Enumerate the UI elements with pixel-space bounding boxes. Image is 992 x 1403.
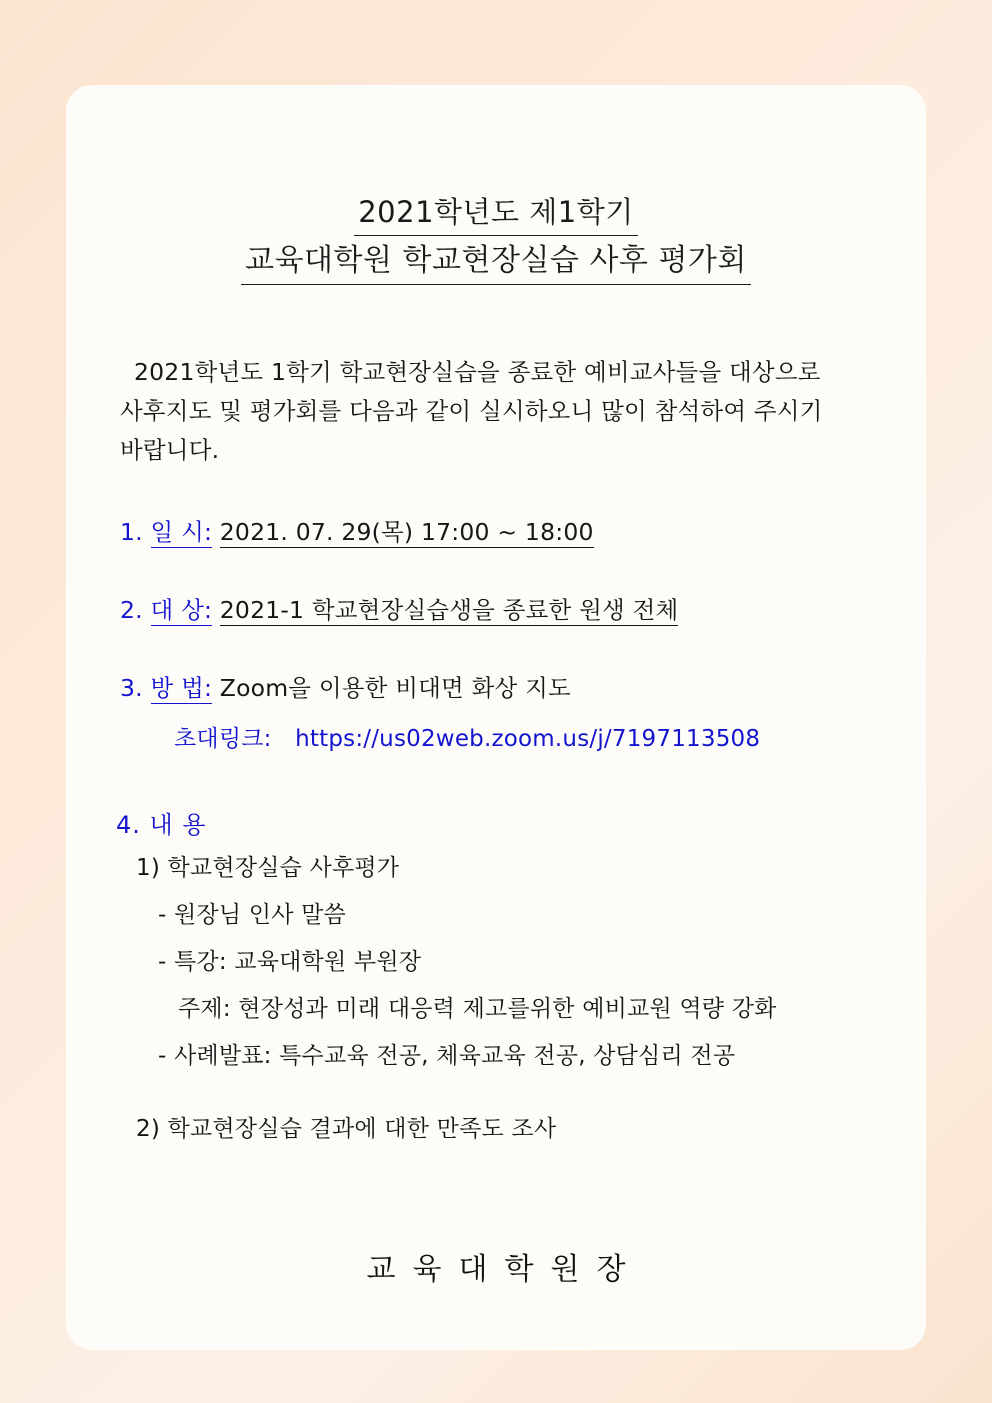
signature-line: 교육대학원장 bbox=[366, 1252, 643, 1287]
invite-link-row[interactable] bbox=[174, 720, 896, 753]
intro-line-3: 바랍니다. bbox=[120, 436, 220, 464]
section-4-heading: 4. 내 용 bbox=[116, 811, 207, 839]
section-4-item-2: - 원장님 인사 말씀 bbox=[158, 902, 346, 928]
item-label-2: 대 상: bbox=[150, 596, 213, 624]
intro-paragraph bbox=[120, 353, 870, 470]
item-number-2: 2. bbox=[120, 596, 143, 624]
title-line-2: 교육대학원 학교현장실습 사후 평가회 bbox=[241, 239, 751, 285]
section-4-item-5: - 사례발표: 특수교육 전공, 체육교육 전공, 상담심리 전공 bbox=[158, 1043, 736, 1069]
document-page bbox=[66, 85, 926, 1350]
list-item-audience bbox=[120, 592, 896, 628]
invite-link-label: 초대링크: bbox=[174, 726, 272, 752]
document-body bbox=[96, 85, 896, 1350]
list-item-method bbox=[120, 670, 896, 706]
spacer bbox=[96, 1075, 896, 1101]
item-number-1: 1. bbox=[120, 518, 143, 546]
section-4-item-3: - 특강: 교육대학원 부원장 bbox=[158, 949, 422, 975]
list-item-datetime bbox=[120, 514, 896, 550]
item-number-3: 3. bbox=[120, 674, 143, 702]
intro-line-2: 사후지도 및 평가회를 다음과 같이 실시하오니 많이 참석하여 주시기 bbox=[120, 397, 823, 425]
section-4-item-6: 2) 학교현장실습 결과에 대한 만족도 조사 bbox=[136, 1116, 557, 1142]
item-label-3: 방 법: bbox=[150, 674, 213, 702]
title-line-1-wrap bbox=[96, 190, 896, 236]
section-4-item-1: 1) 학교현장실습 사후평가 bbox=[136, 855, 400, 881]
title-line-1: 2021학년도 제1학기 bbox=[354, 190, 638, 236]
section-4-item-4: 주제: 현장성과 미래 대응력 제고를위한 예비교원 역량 강화 bbox=[178, 996, 777, 1022]
item-value-1: 2021. 07. 29(목) 17:00 ~ 18:00 bbox=[219, 518, 594, 546]
detail-list bbox=[96, 514, 896, 1148]
zoom-invite-link[interactable]: https://us02web.zoom.us/j/7197113508 bbox=[295, 726, 761, 752]
item-value-3: Zoom을 이용한 비대면 화상 지도 bbox=[219, 674, 571, 702]
item-value-2: 2021-1 학교현장실습생을 종료한 원생 전체 bbox=[219, 596, 679, 624]
item-label-1: 일 시: bbox=[150, 518, 213, 546]
title-line-2-wrap bbox=[96, 236, 896, 285]
page-title bbox=[96, 190, 896, 285]
intro-line-1: 2021학년도 1학기 학교현장실습을 종료한 예비교사들을 대상으로 bbox=[134, 358, 821, 386]
